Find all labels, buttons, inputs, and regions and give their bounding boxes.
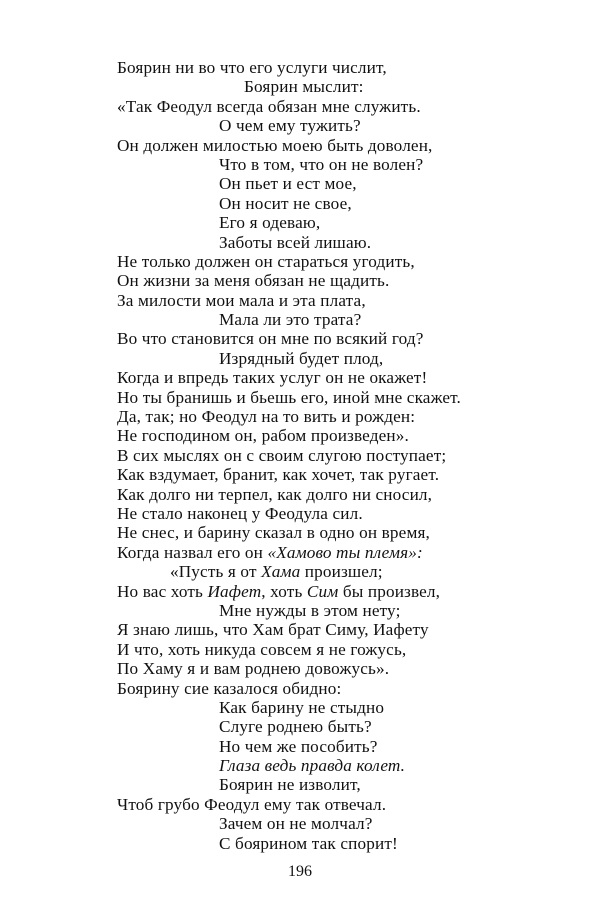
line-text: Как вздумает, бранит, как хочет, так ругает. bbox=[117, 465, 440, 485]
line-text: Как долго ни терпел, как долго ни сносил, bbox=[117, 484, 433, 504]
line-text: Изрядный будет плод, bbox=[219, 348, 384, 368]
line-text: произшел; bbox=[300, 562, 383, 582]
poem-line bbox=[117, 775, 577, 794]
poem-line bbox=[117, 426, 577, 445]
page-number: 196 bbox=[288, 863, 312, 880]
poem-line bbox=[117, 543, 577, 562]
poem-line bbox=[117, 601, 577, 620]
line-text: Да, так; но Феодул на то вить и рожден: bbox=[117, 407, 416, 427]
poem-line bbox=[117, 582, 577, 601]
poem-line bbox=[117, 213, 577, 232]
poem-line bbox=[117, 329, 577, 348]
poem-line bbox=[117, 233, 577, 252]
line-text: Мне нужды в этом нету; bbox=[219, 600, 401, 620]
line-text: По Хаму я и вам роднею довожусь». bbox=[117, 659, 390, 679]
line-text: Когда и впредь таких услуг он не окажет! bbox=[117, 368, 428, 388]
line-text: Не господином он, рабом произведен». bbox=[117, 426, 409, 446]
line-text: Он должен милостью моею быть доволен, bbox=[117, 135, 433, 155]
poem-line bbox=[117, 388, 577, 407]
poem-line bbox=[117, 407, 577, 426]
line-text: Он носит не свое, bbox=[219, 193, 352, 213]
italic-text: Иафет bbox=[207, 581, 262, 601]
line-text: Я знаю лишь, что Хам брат Симу, Иафету bbox=[117, 620, 429, 640]
italic-text: «Хамово ты племя»: bbox=[267, 542, 423, 562]
line-text: Он пьет и ест мое, bbox=[219, 174, 357, 194]
poem-line bbox=[117, 717, 577, 736]
line-text: Как барину не стыдно bbox=[219, 697, 385, 717]
line-text: бы произвел, bbox=[338, 581, 441, 601]
poem-line bbox=[117, 271, 577, 290]
line-text: И что, хоть никуда совсем я не гожусь, bbox=[117, 639, 407, 659]
poem-line bbox=[117, 349, 577, 368]
line-text: Не снес, и барину сказал в одно он время, bbox=[117, 523, 430, 543]
line-text: Зачем он не молчал? bbox=[219, 814, 373, 834]
poem-line bbox=[117, 58, 577, 77]
line-text: Не стало наконец у Феодула сил. bbox=[117, 503, 363, 523]
poem-line bbox=[117, 698, 577, 717]
poem-line bbox=[117, 523, 577, 542]
poem-line bbox=[117, 116, 577, 135]
line-text: Он жизни за меня обязан не щадить. bbox=[117, 271, 390, 291]
line-text: Во что становится он мне по всякий год? bbox=[117, 329, 424, 349]
poem-line bbox=[117, 814, 577, 833]
italic-text: Хама bbox=[261, 562, 301, 582]
poem-line bbox=[117, 737, 577, 756]
poem-line bbox=[117, 368, 577, 387]
line-text: Заботы всей лишаю. bbox=[219, 232, 372, 252]
italic-text: Глаза ведь правда колет. bbox=[219, 756, 406, 776]
line-text: Боярину сие казалося обидно: bbox=[117, 678, 342, 698]
poem-line bbox=[117, 756, 577, 775]
line-text: За милости мои мала и эта плата, bbox=[117, 290, 366, 310]
italic-text: Сим bbox=[306, 581, 339, 601]
poem-line bbox=[117, 97, 577, 116]
poem-line bbox=[117, 659, 577, 678]
poem-text bbox=[117, 58, 577, 853]
poem-line bbox=[117, 194, 577, 213]
poem-line bbox=[117, 291, 577, 310]
line-text: «Пусть я от bbox=[170, 562, 262, 582]
line-text: Слуге роднею быть? bbox=[219, 717, 372, 737]
line-text: С боярином так спорит! bbox=[219, 833, 398, 853]
poem-line bbox=[117, 679, 577, 698]
line-text: Но вас хоть bbox=[117, 581, 208, 601]
poem-line bbox=[117, 504, 577, 523]
line-text: Мала ли это трата? bbox=[219, 310, 362, 330]
line-text: Боярин ни во что его услуги числит, bbox=[117, 58, 387, 77]
poem-line bbox=[117, 562, 577, 581]
line-text: Что в том, что он не волен? bbox=[219, 154, 424, 174]
line-text: , хоть bbox=[261, 581, 307, 601]
line-text: Но чем же пособить? bbox=[219, 736, 378, 756]
poem-line bbox=[117, 155, 577, 174]
poem-line bbox=[117, 252, 577, 271]
poem-line bbox=[117, 640, 577, 659]
line-text: О чем ему тужить? bbox=[219, 116, 361, 136]
poem-line bbox=[117, 620, 577, 639]
poem-line bbox=[117, 174, 577, 193]
line-text: Его я одеваю, bbox=[219, 213, 321, 233]
poem-line bbox=[117, 310, 577, 329]
line-text: Не только должен он стараться угодить, bbox=[117, 251, 415, 271]
poem-line bbox=[117, 77, 577, 96]
poem-line bbox=[117, 465, 577, 484]
line-text: Но ты бранишь и бьешь его, иной мне скажет. bbox=[117, 387, 461, 407]
line-text: Боярин мыслит: bbox=[244, 77, 364, 97]
poem-line bbox=[117, 485, 577, 504]
line-text: Чтоб грубо Феодул ему так отвечал. bbox=[117, 794, 387, 814]
line-text: В сих мыслях он с своим слугою поступает; bbox=[117, 445, 447, 465]
poem-line bbox=[117, 834, 577, 853]
poem-line bbox=[117, 136, 577, 155]
line-text: «Так Феодул всегда обязан мне служить. bbox=[117, 96, 421, 116]
poem-line bbox=[117, 795, 577, 814]
line-text: Когда назвал его он bbox=[117, 542, 268, 562]
line-text: Боярин не изволит, bbox=[219, 775, 361, 795]
poem-line bbox=[117, 446, 577, 465]
